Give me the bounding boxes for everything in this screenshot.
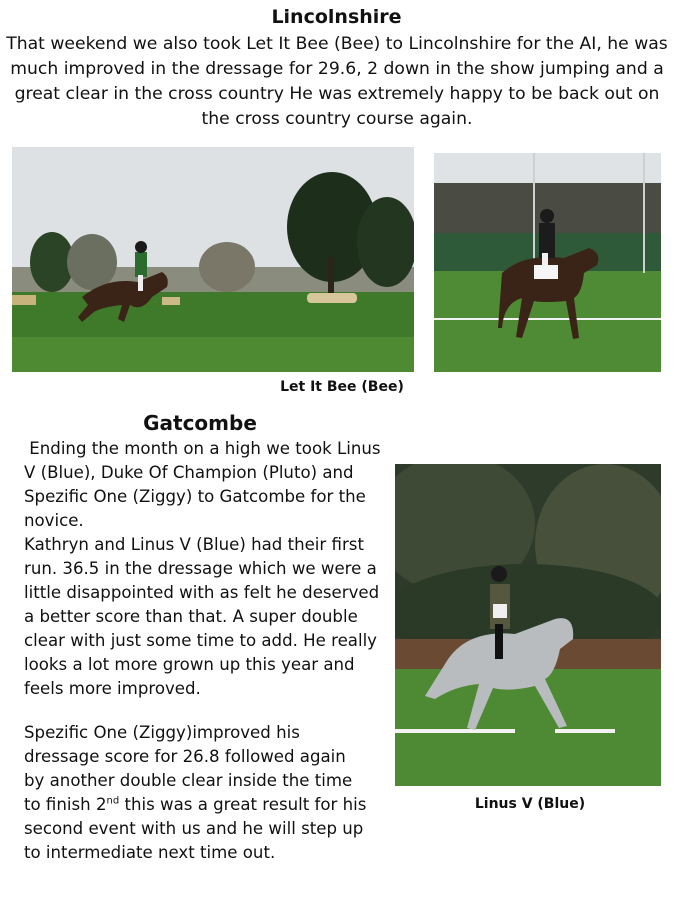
gatcombe-paragraph-1 bbox=[24, 437, 384, 701]
gatcombe-linus-text: Kathryn and Linus V (Blue) had their first run. 36.5 in the dressage which we were a little disappointed with as felt he deserved a better score than that. A super double clear with just some time to add. He really looks a lot more grown up this year and feels more improved. bbox=[24, 535, 380, 698]
lincolnshire-paragraph: That weekend we also took Let It Bee (Bee) to Lincolnshire for the AI, he was much improved in the dressage for 29.6, 2 down in the show jumping and a great clear in the cross country He was extremely happy to be back out on the cross country course again. bbox=[6, 34, 668, 129]
gatcombe-intro-text: Ending the month on a high we took Linus V (Blue), Duke Of Champion (Pluto) and Spezific One (Ziggy) to Gatcombe for the novice. bbox=[24, 439, 386, 530]
dressage-photo-blue bbox=[395, 464, 661, 786]
section-title-gatcombe: Gatcombe bbox=[143, 411, 257, 435]
cross-country-jump-photo bbox=[12, 147, 414, 372]
section-title-lincolnshire: Lincolnshire bbox=[271, 6, 402, 28]
ziggy-text-end: this was a great result for his second event with us and he will step up to intermediate next time out. bbox=[24, 795, 367, 862]
ziggy-text-start: Spezific One (Ziggy)improved his dressage score for 26.8 followed again by another double clear inside the time to finish 2 bbox=[24, 723, 353, 814]
dressage-photo-bee bbox=[434, 153, 661, 372]
gatcombe-paragraph-2 bbox=[24, 721, 369, 865]
photo-caption-bee: Let It Bee (Bee) bbox=[280, 379, 404, 395]
photo-caption-blue: Linus V (Blue) bbox=[474, 796, 586, 812]
ordinal-suffix: nd bbox=[106, 795, 120, 807]
